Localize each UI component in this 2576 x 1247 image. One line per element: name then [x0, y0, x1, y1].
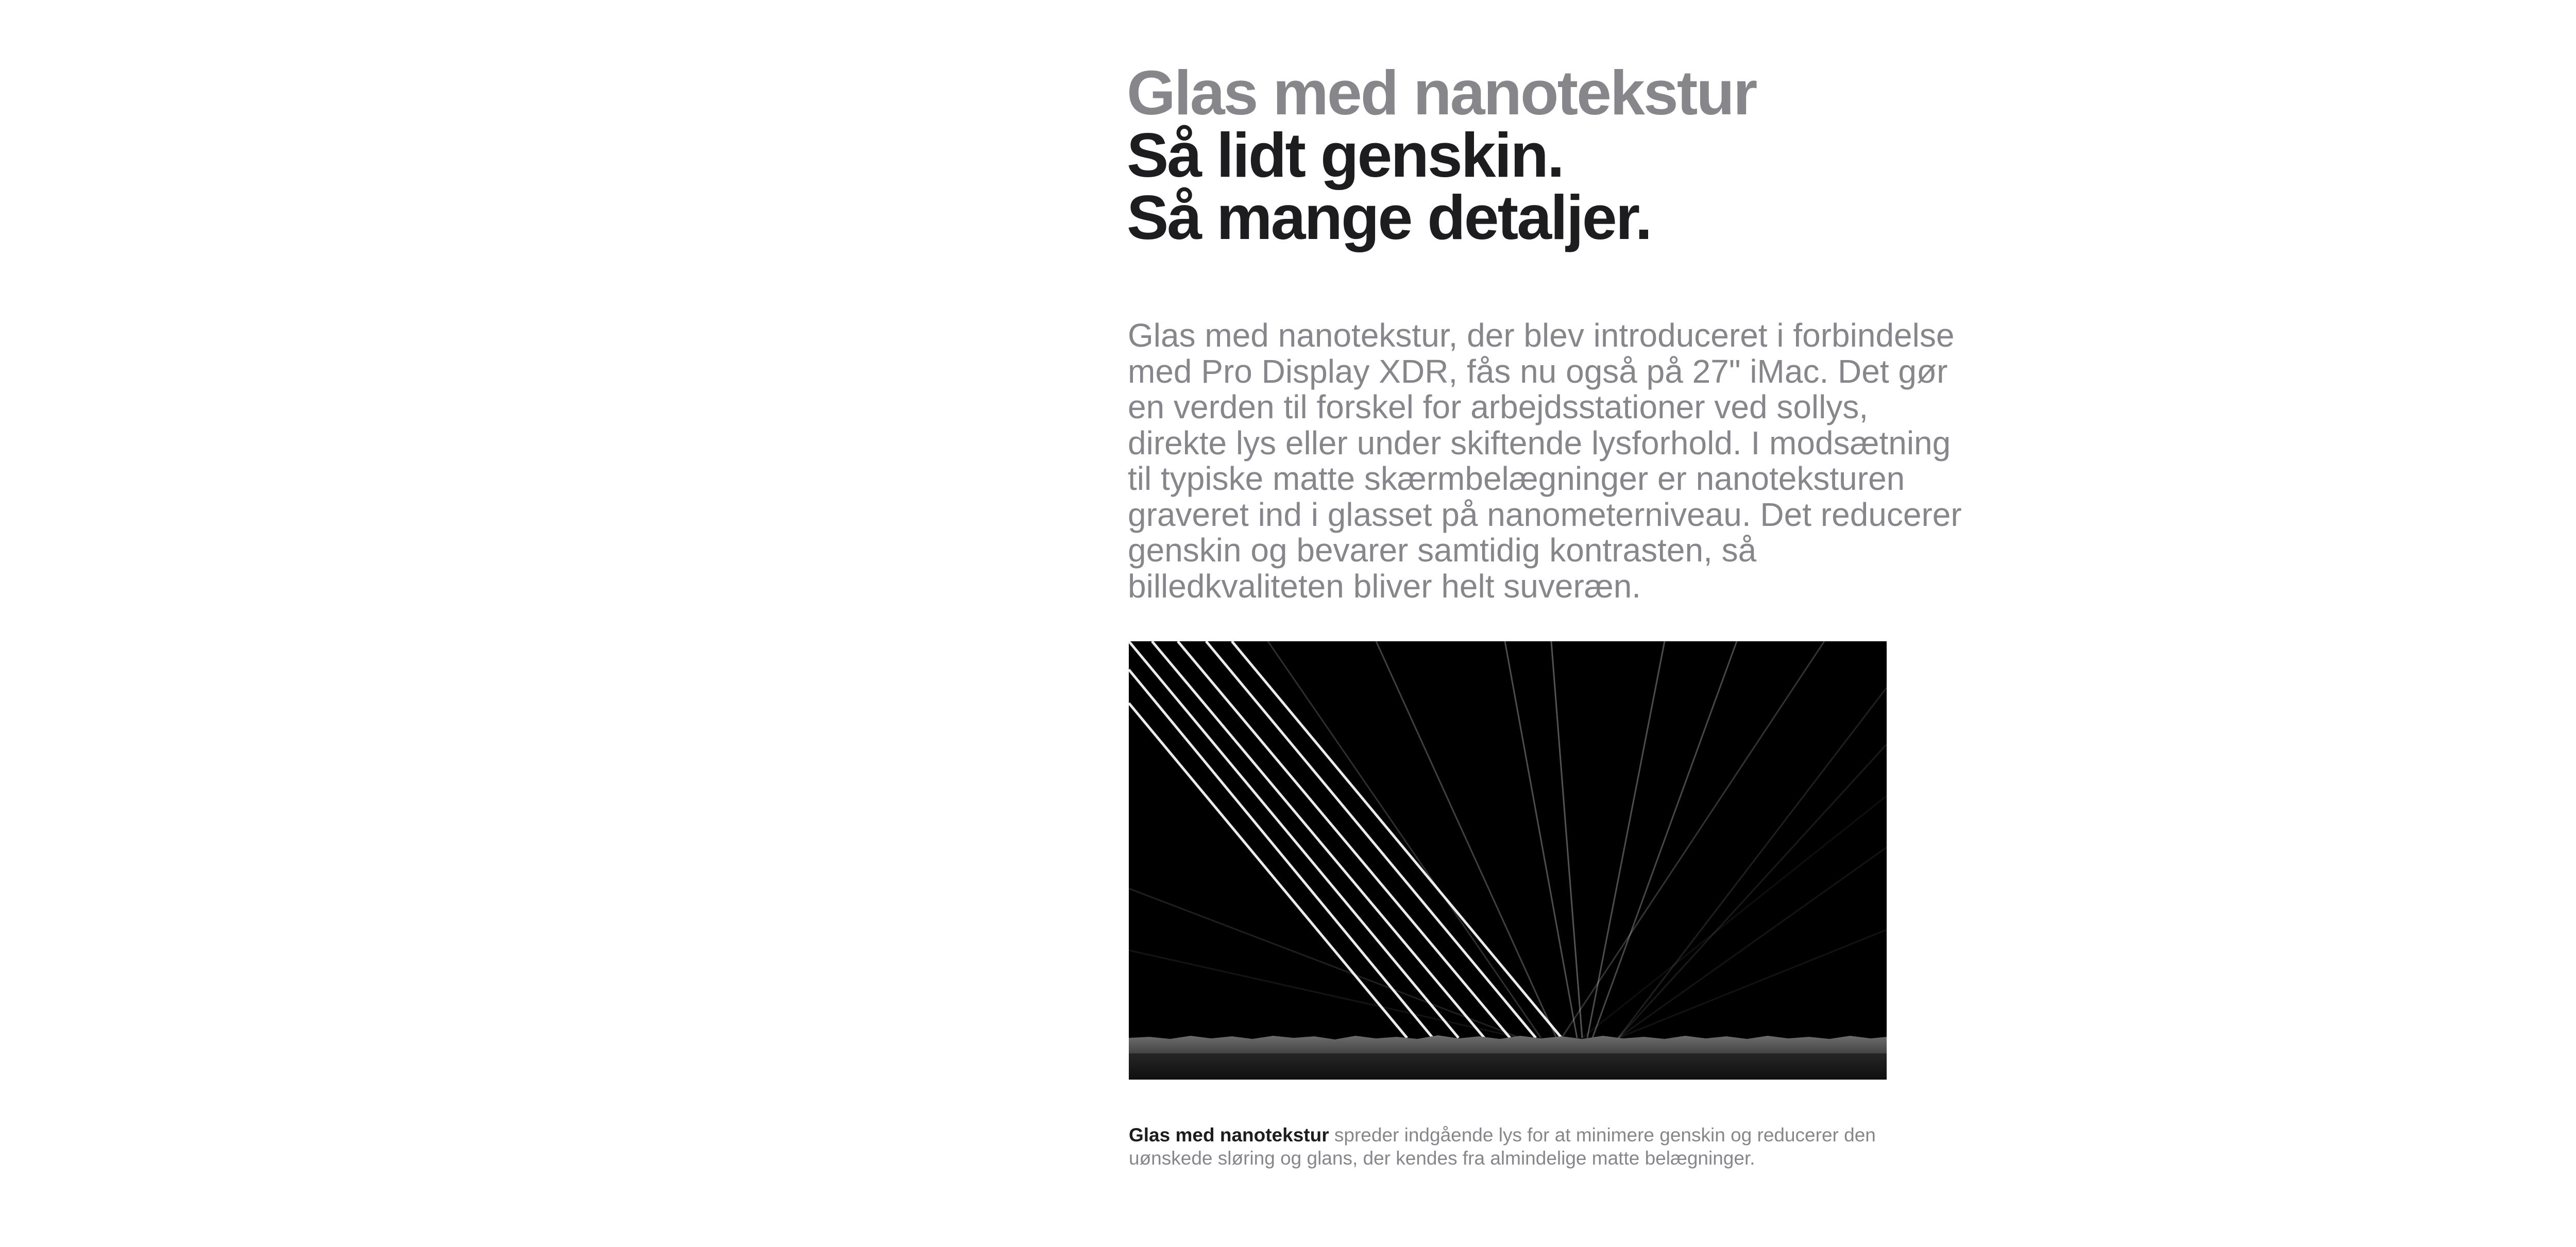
- headline-line-1: Så lidt genskin.: [1127, 120, 1563, 190]
- headline-eyebrow: Glas med nanotekstur: [1127, 58, 1756, 128]
- light-scatter-graphic: [1129, 641, 1887, 1080]
- caption-text: spreder indgående lys for at minimere genskin og reducerer den uønskede sløring og glans, der kendes fra almindelige matte belægninger.: [1129, 1124, 1876, 1169]
- caption-bold-lead: Glas med nanotekstur: [1129, 1124, 1329, 1146]
- nanotexture-section: [1127, 58, 1977, 1169]
- nanotexture-illustration: [1129, 641, 1887, 1080]
- incoming-rays: [1129, 641, 1562, 1038]
- section-body-text: Glas med nanotekstur, der blev introduceret i forbindelse med Pro Display XDR, fås nu også på 27" iMac. Det gør en verden til forskel for arbejdsstationer ved sollys, direkte lys eller under skiftende lysforhold. I modsætning til typiske matte skærmbelægninger er nanoteksturen graveret ind i glasset på nanometerniveau. Det reducerer genskin og bevarer samtidig kontrasten, så billedkvaliteten bliver helt suveræn.: [1128, 317, 1962, 605]
- headline-line-2: Så mange detaljer.: [1127, 182, 1651, 252]
- section-headline: [1127, 58, 1977, 252]
- figure-caption: [1129, 1123, 1902, 1170]
